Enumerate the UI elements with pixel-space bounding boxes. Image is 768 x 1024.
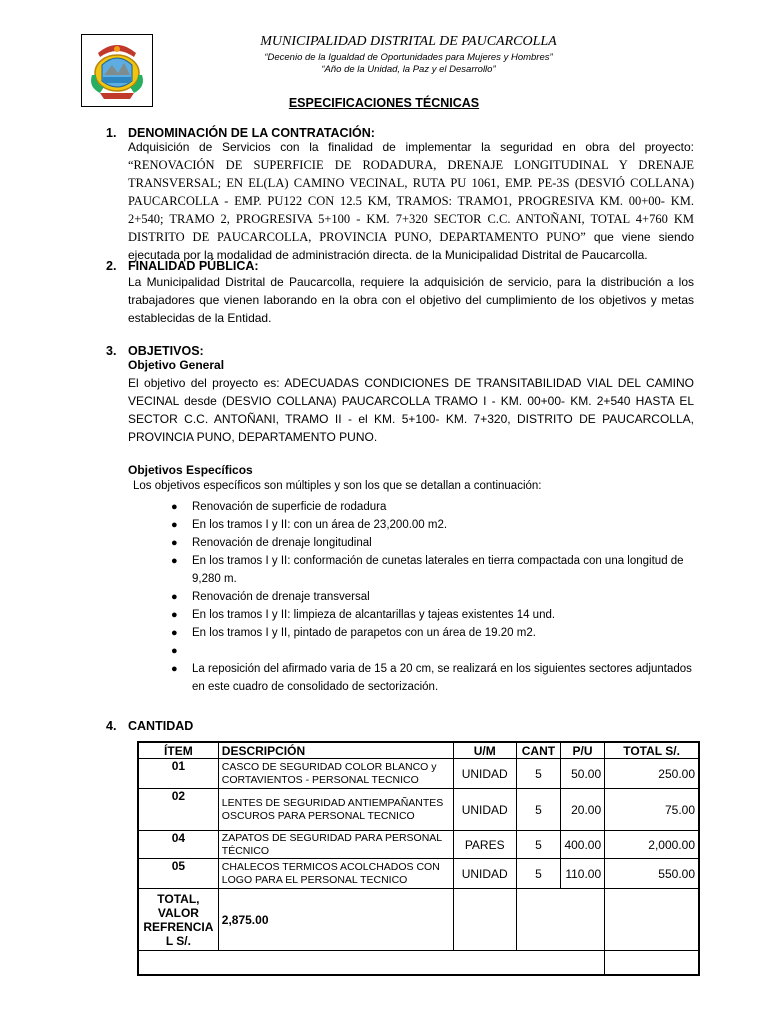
table-row (138, 831, 699, 859)
header-year-motto: “Año de la Unidad, la Paz y el Desarrollo” (321, 64, 496, 75)
table-row (138, 789, 699, 831)
list-item: ● La reposición del afirmado varia de 15 a 20 cm, se realizará en los siguientes sectores adjuntados en este cuadro de consolidado de sectorización. (192, 660, 692, 696)
table-row (138, 859, 699, 889)
column-header: TOTAL S/. (605, 742, 699, 759)
project-name: “RENOVACIÓN DE SUPERFICIE DE RODADURA, DRENAJE LONGITUDINAL Y DRENAJE TRANSVERSAL; EN EL(LA) CAMINO VECINAL, RUTA PU 1061, EMP. PE-3S (DESVIÓ COLLANA) PAUCARCOLLA - EMP. PU122 CON 12.5 KM, TRAMOS: TRAMO1, PROGRESIVA KM. 00+00- KM. 2+540; TRAMO 2, PROGRESIVA 5+100 - KM. 7+320 SECTOR C.C. ANTOÑANI, TOTAL 4+760 KM DISTRITO DE PAUCARCOLLA, PROVINCIA PUNO, DEPARTAMENTO PUNO” (128, 158, 694, 244)
item-description: LENTES DE SEGURIDAD ANTIEMPAÑANTES OSCUROS PARA PERSONAL TECNICO (218, 789, 453, 831)
list-item: ● Renovación de superficie de rodadura (192, 498, 692, 516)
empty-cell (453, 889, 516, 951)
paragraph-intro: Adquisición de Servicios con la finalidad de implementar la seguridad en obra del proyecto: (128, 140, 694, 154)
bullet-icon: ● (171, 519, 178, 531)
bullet-icon: ● (171, 609, 178, 621)
total-label: TOTAL, VALOR REFRENCIA L S/. (138, 889, 218, 951)
specific-objectives-title: Objetivos Específicos (128, 463, 253, 477)
item-unit: UNIDAD (453, 759, 516, 789)
section-title: FINALIDAD PÚBLICA: (128, 259, 259, 273)
item-unit: UNIDAD (453, 859, 516, 889)
item-unit-price: 50.00 (560, 759, 604, 789)
item-number: 01 (138, 759, 218, 789)
bullet-icon: ● (171, 663, 178, 675)
bullet-icon: ● (171, 501, 178, 513)
item-quantity: 5 (516, 789, 560, 831)
list-item: ● En los tramos I y II: con un área de 23,200.00 m2. (192, 516, 692, 534)
header-decade-motto: “Decenio de la Igualdad de Oportunidades para Mujeres y Hombres” (264, 52, 553, 63)
column-header: CANT (516, 742, 560, 759)
list-item (171, 642, 692, 660)
bullet-icon: ● (171, 645, 178, 657)
item-total: 250.00 (605, 759, 699, 789)
item-total: 2,000.00 (605, 831, 699, 859)
item-quantity: 5 (516, 859, 560, 889)
column-header: U/M (453, 742, 516, 759)
table-header-row (138, 742, 699, 759)
document-title: ESPECIFICACIONES TÉCNICAS (288, 96, 480, 110)
section-1-paragraph (128, 138, 694, 264)
empty-cell (138, 951, 605, 975)
general-objective-text: El objetivo del proyecto es: ADECUADAS CONDICIONES DE TRANSITABILIDAD VIAL DEL CAMINO VECINAL desde (DESVIO COLLANA) PAUCARCOLLA TRAMO I - KM. 00+00- KM. 2+540 HASTA EL SECTOR C.C. ANTOÑANI, TRAMO II - el KM. 5+100- KM. 7+320, DISTRITO DE PAUCARCOLLA, PROVINCIA PUNO, DEPARTAMENTO PUNO. (128, 376, 694, 444)
item-quantity: 5 (516, 831, 560, 859)
list-item: ● En los tramos I y II: conformación de cunetas laterales en tierra compactada con una longitud de 9,280 m. (192, 552, 692, 588)
table-total-row (138, 889, 699, 951)
item-unit-price: 20.00 (560, 789, 604, 831)
bullet-icon: ● (171, 555, 178, 567)
bullet-icon: ● (171, 627, 178, 639)
item-description: ZAPATOS DE SEGURIDAD PARA PERSONAL TÉCNICO (218, 831, 453, 859)
bullet-icon: ● (171, 537, 178, 549)
section-title: OBJETIVOS: (128, 344, 204, 358)
section-2-paragraph: La Municipalidad Distrital de Paucarcolla, requiere la adquisición de servicio, para la distribución a los trabajadores que vienen laborando en la obra con el objetivo del cumplimiento de los objetivos y metas establecidas de la Entidad. (128, 275, 694, 325)
item-total: 550.00 (605, 859, 699, 889)
table-row (138, 759, 699, 789)
list-item: ● En los tramos I y II, pintado de parapetos con un área de 19.20 m2. (192, 624, 692, 642)
total-value: 2,875.00 (218, 889, 453, 951)
bullet-icon: ● (171, 591, 178, 603)
item-quantity: 5 (516, 759, 560, 789)
list-item: ● Renovación de drenaje longitudinal (192, 534, 692, 552)
quantity-table (137, 741, 700, 976)
item-unit-price: 110.00 (560, 859, 604, 889)
paragraph-outro: que viene siendo ejecutada por la modalidad de administración directa. de la Municipalidad Distrital de Paucarcolla. (128, 230, 694, 262)
item-number: 04 (138, 831, 218, 859)
item-description: CASCO DE SEGURIDAD COLOR BLANCO y CORTAVIENTOS - PERSONAL TECNICO (218, 759, 453, 789)
section-number: 1. (106, 126, 117, 140)
list-item: ● En los tramos I y II: limpieza de alcantarillas y tajeas existentes 14 und. (192, 606, 692, 624)
item-description: CHALECOS TERMICOS ACOLCHADOS CON LOGO PARA EL PERSONAL TECNICO (218, 859, 453, 889)
empty-cell (605, 889, 699, 951)
section-title: DENOMINACIÓN DE LA CONTRATACIÓN: (128, 126, 375, 140)
empty-cell (516, 889, 604, 951)
item-unit: PARES (453, 831, 516, 859)
list-item: ● Renovación de drenaje transversal (192, 588, 692, 606)
section-title: CANTIDAD (128, 719, 194, 733)
column-header: P/U (560, 742, 604, 759)
item-number: 02 (138, 789, 218, 831)
item-unit-price: 400.00 (560, 831, 604, 859)
section-number: 2. (106, 259, 117, 273)
municipality-name: MUNICIPALIDAD DISTRITAL DE PAUCARCOLLA (260, 34, 557, 49)
table-footer-row (138, 951, 699, 975)
general-objective-title: Objetivo General (128, 358, 225, 372)
column-header: ÍTEM (138, 742, 218, 759)
item-total: 75.00 (605, 789, 699, 831)
section-number: 4. (106, 719, 117, 733)
specific-objectives-intro: Los objetivos específicos son múltiples y son los que se detallan a continuación: (133, 480, 542, 492)
section-number: 3. (106, 344, 117, 358)
item-number: 05 (138, 859, 218, 889)
item-unit: UNIDAD (453, 789, 516, 831)
empty-cell (605, 951, 699, 975)
column-header: DESCRIPCIÓN (218, 742, 453, 759)
